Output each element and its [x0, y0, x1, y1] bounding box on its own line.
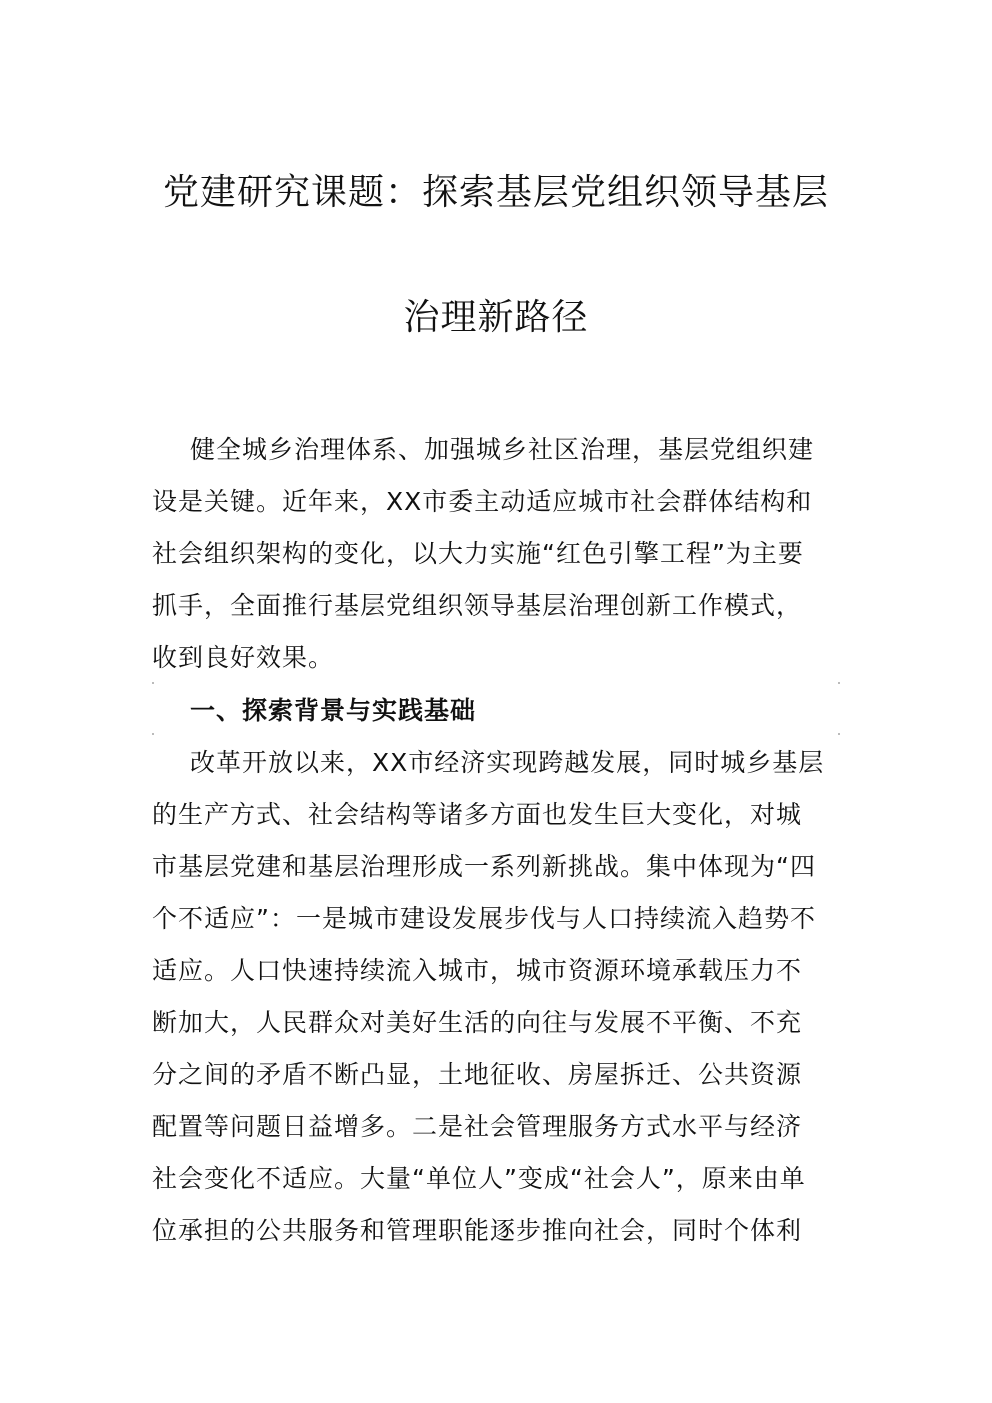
- section-line: 断加大，人民群众对美好生活的向往与发展不平衡、不充: [152, 1008, 803, 1037]
- intro-line: 收到良好效果。: [152, 643, 335, 672]
- section-line: 社会变化不适应。大量“单位人”变成“社会人”，原来由单: [152, 1164, 806, 1193]
- page-artifact-dot: [152, 682, 154, 684]
- page-artifact-dot: [838, 733, 840, 735]
- section-line: 市基层党建和基层治理形成一系列新挑战。集中体现为“四: [152, 852, 816, 881]
- section-line: 个不适应”：一是城市建设发展步伐与人口持续流入趋势不: [152, 904, 816, 933]
- intro-line: 社会组织架构的变化，以大力实施“红色引擎工程”为主要: [152, 539, 804, 568]
- section-line: 位承担的公共服务和管理职能逐步推向社会，同时个体利: [152, 1216, 803, 1245]
- section-line: 的生产方式、社会结构等诸多方面也发生巨大变化，对城: [152, 800, 803, 829]
- section-line: 改革开放以来，XX市经济实现跨越发展，同时城乡基层: [190, 748, 825, 777]
- document-title-line-1: 党建研究课题：探索基层党组织领导基层: [162, 172, 829, 213]
- section-line: 分之间的矛盾不断凸显，土地征收、房屋拆迁、公共资源: [152, 1060, 803, 1089]
- section-heading: 一、探索背景与实践基础: [190, 696, 477, 725]
- intro-line: 健全城乡治理体系、加强城乡社区治理，基层党组织建: [190, 435, 815, 464]
- document-title-line-2: 治理新路径: [403, 297, 589, 338]
- page-artifact-dot: [152, 733, 154, 735]
- intro-line: 抓手，全面推行基层党组织领导基层治理创新工作模式，: [152, 591, 803, 620]
- intro-line: 设是关键。近年来，XX市委主动适应城市社会群体结构和: [152, 487, 813, 516]
- section-line: 配置等问题日益增多。二是社会管理服务方式水平与经济: [152, 1112, 803, 1141]
- page-artifact-dot: [838, 682, 840, 684]
- section-line: 适应。人口快速持续流入城市，城市资源环境承载压力不: [152, 956, 803, 985]
